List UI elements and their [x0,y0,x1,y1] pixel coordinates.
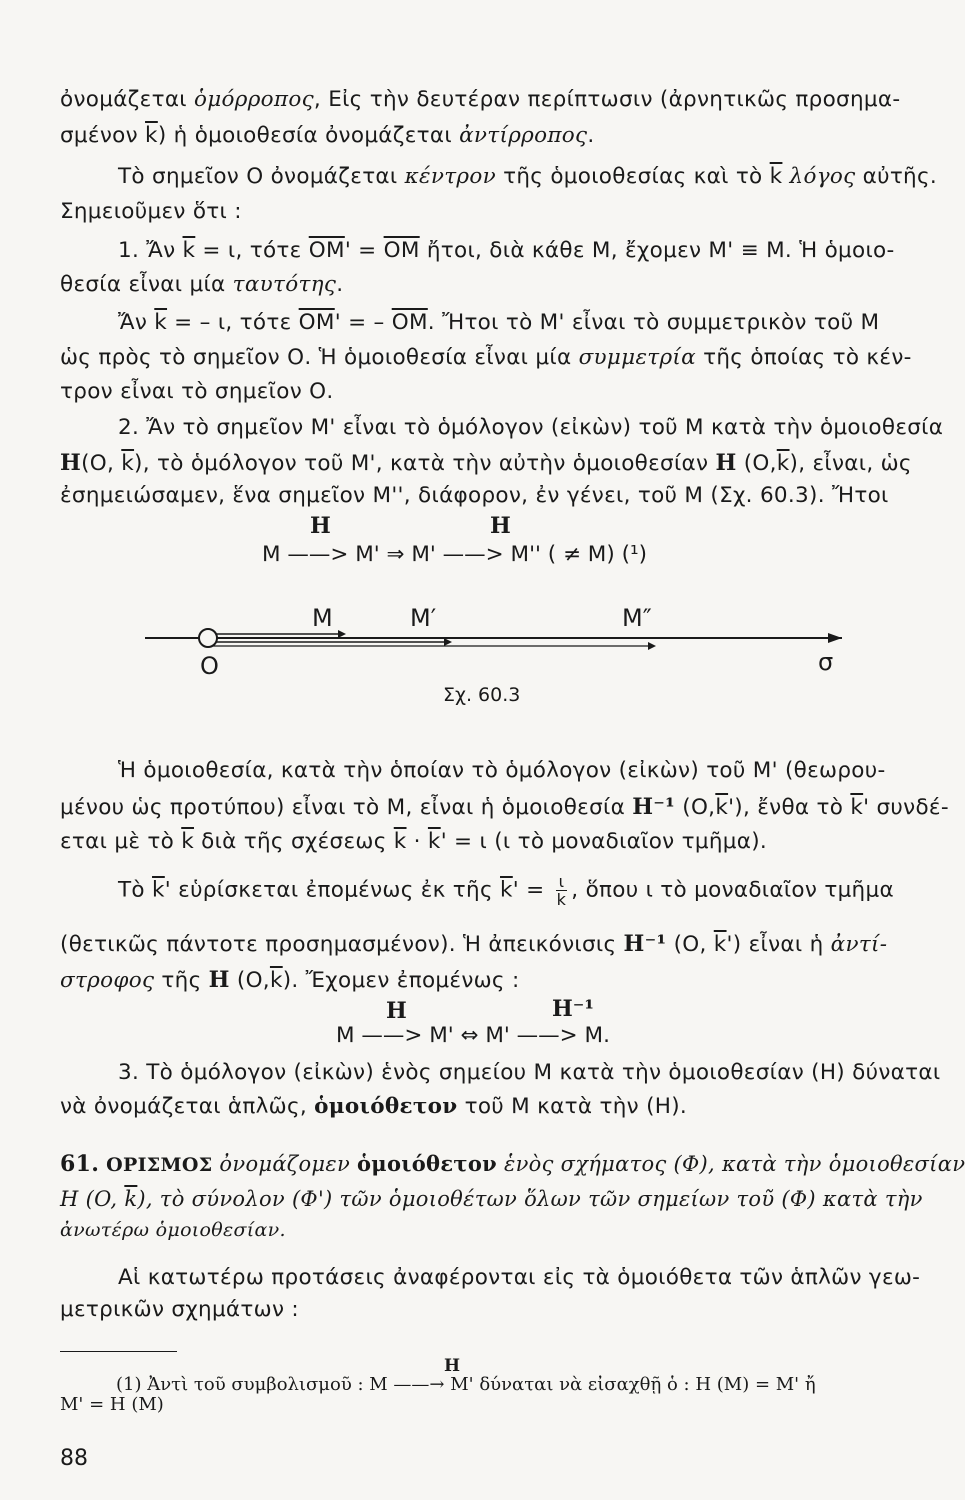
symbol-h: H [208,967,230,993]
figure-label-m-double-prime: M″ [622,604,652,632]
text: σμένον [60,123,146,148]
figure-label-m-prime: M′ [410,604,437,632]
vector-om: $\overline{OM}$ [391,310,428,335]
text: 1. Ἄν [118,238,183,263]
text: . [587,123,595,148]
fraction [556,873,568,908]
vector-k: $\overline{k}$ [152,877,165,903]
text-line: Αἱ κατωτέρω προτάσεις ἀναφέρονται εἰς τὰ ὁμοιόθετα τῶν ἁπλῶν γεω- [118,1265,921,1290]
text-line [60,271,343,299]
text: H (O, [60,1187,125,1211]
italic-term: ἀντίρροπος [459,123,588,148]
text: ὀνομάζομεν [212,1152,357,1176]
italic-term: ταυτότης [232,272,337,297]
vector-k: $\overline{k}$ [145,123,158,148]
text: ) ἡ ὁμοιοθεσία ὀνομάζεται [157,123,460,148]
bold-term: ὁμοιόθετον [357,1151,498,1176]
symbol-h: H [60,450,82,476]
text: '), ἔνθα τὸ [728,795,851,820]
definition-line [60,1150,965,1179]
text-line [60,966,520,995]
text: ' = [512,877,552,903]
formula-label-h: H [310,513,331,539]
definition-line [60,1185,923,1213]
text: ' συνδέ- [863,795,949,820]
arrowhead [648,642,656,650]
text-line [60,344,912,372]
formula-label-h-inverse: H⁻¹ [552,996,595,1022]
text-line: μετρικῶν σχημάτων : [60,1297,299,1322]
text: ' = ι (ι τὸ μοναδιαῖον τμῆμα). [440,829,768,854]
text-line [118,873,894,908]
text: Τὸ σημεῖον Ο ὀνομάζεται [118,164,405,189]
vector-k: $\overline{k}$ [393,829,407,854]
text: αὐτῆς. [855,164,938,189]
text: εται μὲ τὸ [60,829,182,854]
text: ἤτοι, διὰ κάθε Μ, ἔχομεν Μ' ≡ Μ. Ἡ ὁμοιο- [419,238,895,263]
text: (O, [666,932,714,957]
text: ). Ἔχομεν ἐπομένως : [282,968,520,993]
text: ), εἶναι, ὡς [789,451,912,476]
section-heading: ΟΡΙΣΜΟΣ [106,1154,213,1176]
text: . [336,272,344,297]
text: ), τὸ ὁμόλογον τοῦ Μ', κατὰ τὴν αὐτὴν ὁμοιοθεσίαν [134,451,716,476]
vector-om: $\overline{OM}$ [308,238,345,263]
vector-k: $\overline{k}$ [776,451,790,476]
footnote-line: (1) Ἀντὶ τοῦ συμβολισμοῦ : Μ ——→ Μ' δύναται νὰ εἰσαχθῇ ὁ : H (M) = M' ἤ [116,1374,816,1395]
vector-om: $\overline{OM}$ [383,238,420,263]
vector-k: $\overline{k}$ [154,310,168,335]
ray-arrowhead [828,633,842,643]
text: , Εἰς τὴν δευτέραν περίπτωσιν (ἀρνητικῶς προσημα- [313,87,901,112]
vector-k: $\overline{k}$ [269,968,283,993]
section-number: 61. [60,1151,100,1177]
text: ' εὑρίσκεται ἐπομένως ἐκ τῆς [164,877,501,903]
italic-term: ὁμόρροπος [194,87,314,112]
text: διὰ τῆς σχέσεως [193,829,394,854]
text: (O, [229,968,270,993]
text: Ἄν [118,310,155,335]
vector-k: $\overline{k}$ [124,1187,138,1211]
text-line [60,828,767,856]
figure-caption: Σχ. 60.3 [443,684,521,706]
text-line [118,309,879,337]
fraction-denominator: k [556,890,567,909]
footnote-rule [60,1351,177,1352]
formula-mapping: Μ ——> Μ' ⇔ Μ' ——> Μ. [336,1023,610,1048]
text-line: 2. Ἄν τὸ σημεῖον Μ' εἶναι τὸ ὁμόλογον (εἰκὼν) τοῦ Μ κατὰ τὴν ὁμοιοθεσία [118,415,944,440]
vector-k: $\overline{k}$ [181,829,194,854]
fraction-numerator: ι [556,873,568,891]
text: = ι, τότε [195,238,309,263]
vector-k: $\overline{k}$ [769,164,783,189]
text: νὰ ὀνομάζεται ἁπλῶς, [60,1094,315,1119]
origin-point [199,629,217,647]
symbol-h-inverse: H⁻¹ [632,794,676,820]
text-line: Σημειοῦμεν ὅτι : [60,199,242,224]
vector-k: $\overline{k}$ [713,932,727,957]
arrowhead [338,630,346,638]
symbol-h-inverse: H⁻¹ [623,931,667,957]
page-number: 88 [60,1446,88,1471]
text-line [118,237,895,265]
text: , ὅπου ι τὸ μοναδιαῖον τμῆμα [571,877,894,903]
vector-k: $\overline{k}$ [715,795,729,820]
text: τῆς ὁμοιοθεσίας καὶ τὸ [495,164,770,189]
bold-term: ὁμοιόθετον [314,1094,458,1119]
italic-term: στροφος [60,968,155,993]
text-line: ἐσημειώσαμεν, ἕνα σημεῖον Μ'', διάφορον, ἐν γένει, τοῦ Μ (Σχ. 60.3). Ἤτοι [60,483,889,508]
vector-k: $\overline{k}$ [850,795,864,820]
vector-k: $\overline{k}$ [121,451,135,476]
vector-k: $\overline{k}$ [427,829,441,854]
text: ), τὸ σύνολον (Φ') τῶν ὁμοιοθέτων ὅλων τῶν σημείων τοῦ (Φ) κατὰ τὴν [137,1187,923,1211]
formula-label-h: H [490,513,511,539]
vector-k: $\overline{k}$ [500,877,513,903]
text-line [118,163,937,191]
text: ') εἶναι ἡ [726,932,831,957]
text: ' = – [334,310,392,335]
text-line [60,793,949,822]
text-line [60,1093,687,1121]
definition-line: ἀνωτέρω ὁμοιοθεσίαν. [60,1219,286,1241]
text-line: Ἡ ὁμοιοθεσία, κατὰ τὴν ὁποίαν τὸ ὁμόλογον (εἰκὼν) τοῦ Μ' (θεωρου- [118,758,886,783]
italic-term: ἀντί- [830,932,888,957]
text: θεσία εἶναι μία [60,272,233,297]
vector-om: $\overline{OM}$ [298,310,335,335]
figure-label-sigma: σ [818,648,834,676]
text: τῆς ὁποίας τὸ κέν- [695,345,912,370]
text: ἑνὸς σχήματος (Φ), κατὰ τὴν ὁμοιοθεσίαν [497,1152,965,1176]
italic-term: λόγος [782,164,856,189]
text-line [60,122,595,150]
text: (O, [675,795,716,820]
footnote-line: M' = H (M) [60,1394,164,1415]
text-line [60,449,912,478]
text: Τὸ [118,877,153,903]
vector-k: $\overline{k}$ [182,238,196,263]
formula-mapping: Μ ——> Μ' ⇒ Μ' ——> Μ'' ( ≠ Μ) (¹) [262,542,647,567]
text: τοῦ Μ κατὰ τὴν (H). [457,1094,688,1119]
text: μένου ὡς προτύπου) εἶναι τὸ Μ, εἶναι ἡ ὁμοιοθεσία [60,795,633,820]
text-line: 3. Τὸ ὁμόλογον (εἰκὼν) ἑνὸς σημείου Μ κατὰ τὴν ὁμοιοθεσίαν (H) δύναται [118,1060,941,1085]
text: ὡς πρὸς τὸ σημεῖον Ο. Ἡ ὁμοιοθεσία εἶναι μία [60,345,579,370]
text: (O, [736,451,777,476]
text: ' = [344,238,384,263]
text-line: τρον εἶναι τὸ σημεῖον Ο. [60,379,334,404]
symbol-h: H [715,450,737,476]
figure-label-m: M [312,604,333,632]
text-line [60,930,887,959]
text: τῆς [154,968,209,993]
text: · [406,829,428,854]
arrowhead [444,638,452,646]
text-line [60,86,900,114]
italic-term: συμμετρία [578,345,696,370]
text: (θετικῶς πάντοτε προσημασμένον). Ἡ ἀπεικόνισις [60,932,624,957]
formula-label-h: H [386,998,407,1024]
text: ὀνομάζεται [60,87,195,112]
footnote-label-h: H [444,1356,461,1376]
text: . Ἤτοι τὸ Μ' εἶναι τὸ συμμετρικὸν τοῦ Μ [427,310,880,335]
text: (O, [81,451,122,476]
text: = – ι, τότε [167,310,299,335]
italic-term: κέντρον [404,164,496,189]
figure-label-o: O [200,652,219,680]
